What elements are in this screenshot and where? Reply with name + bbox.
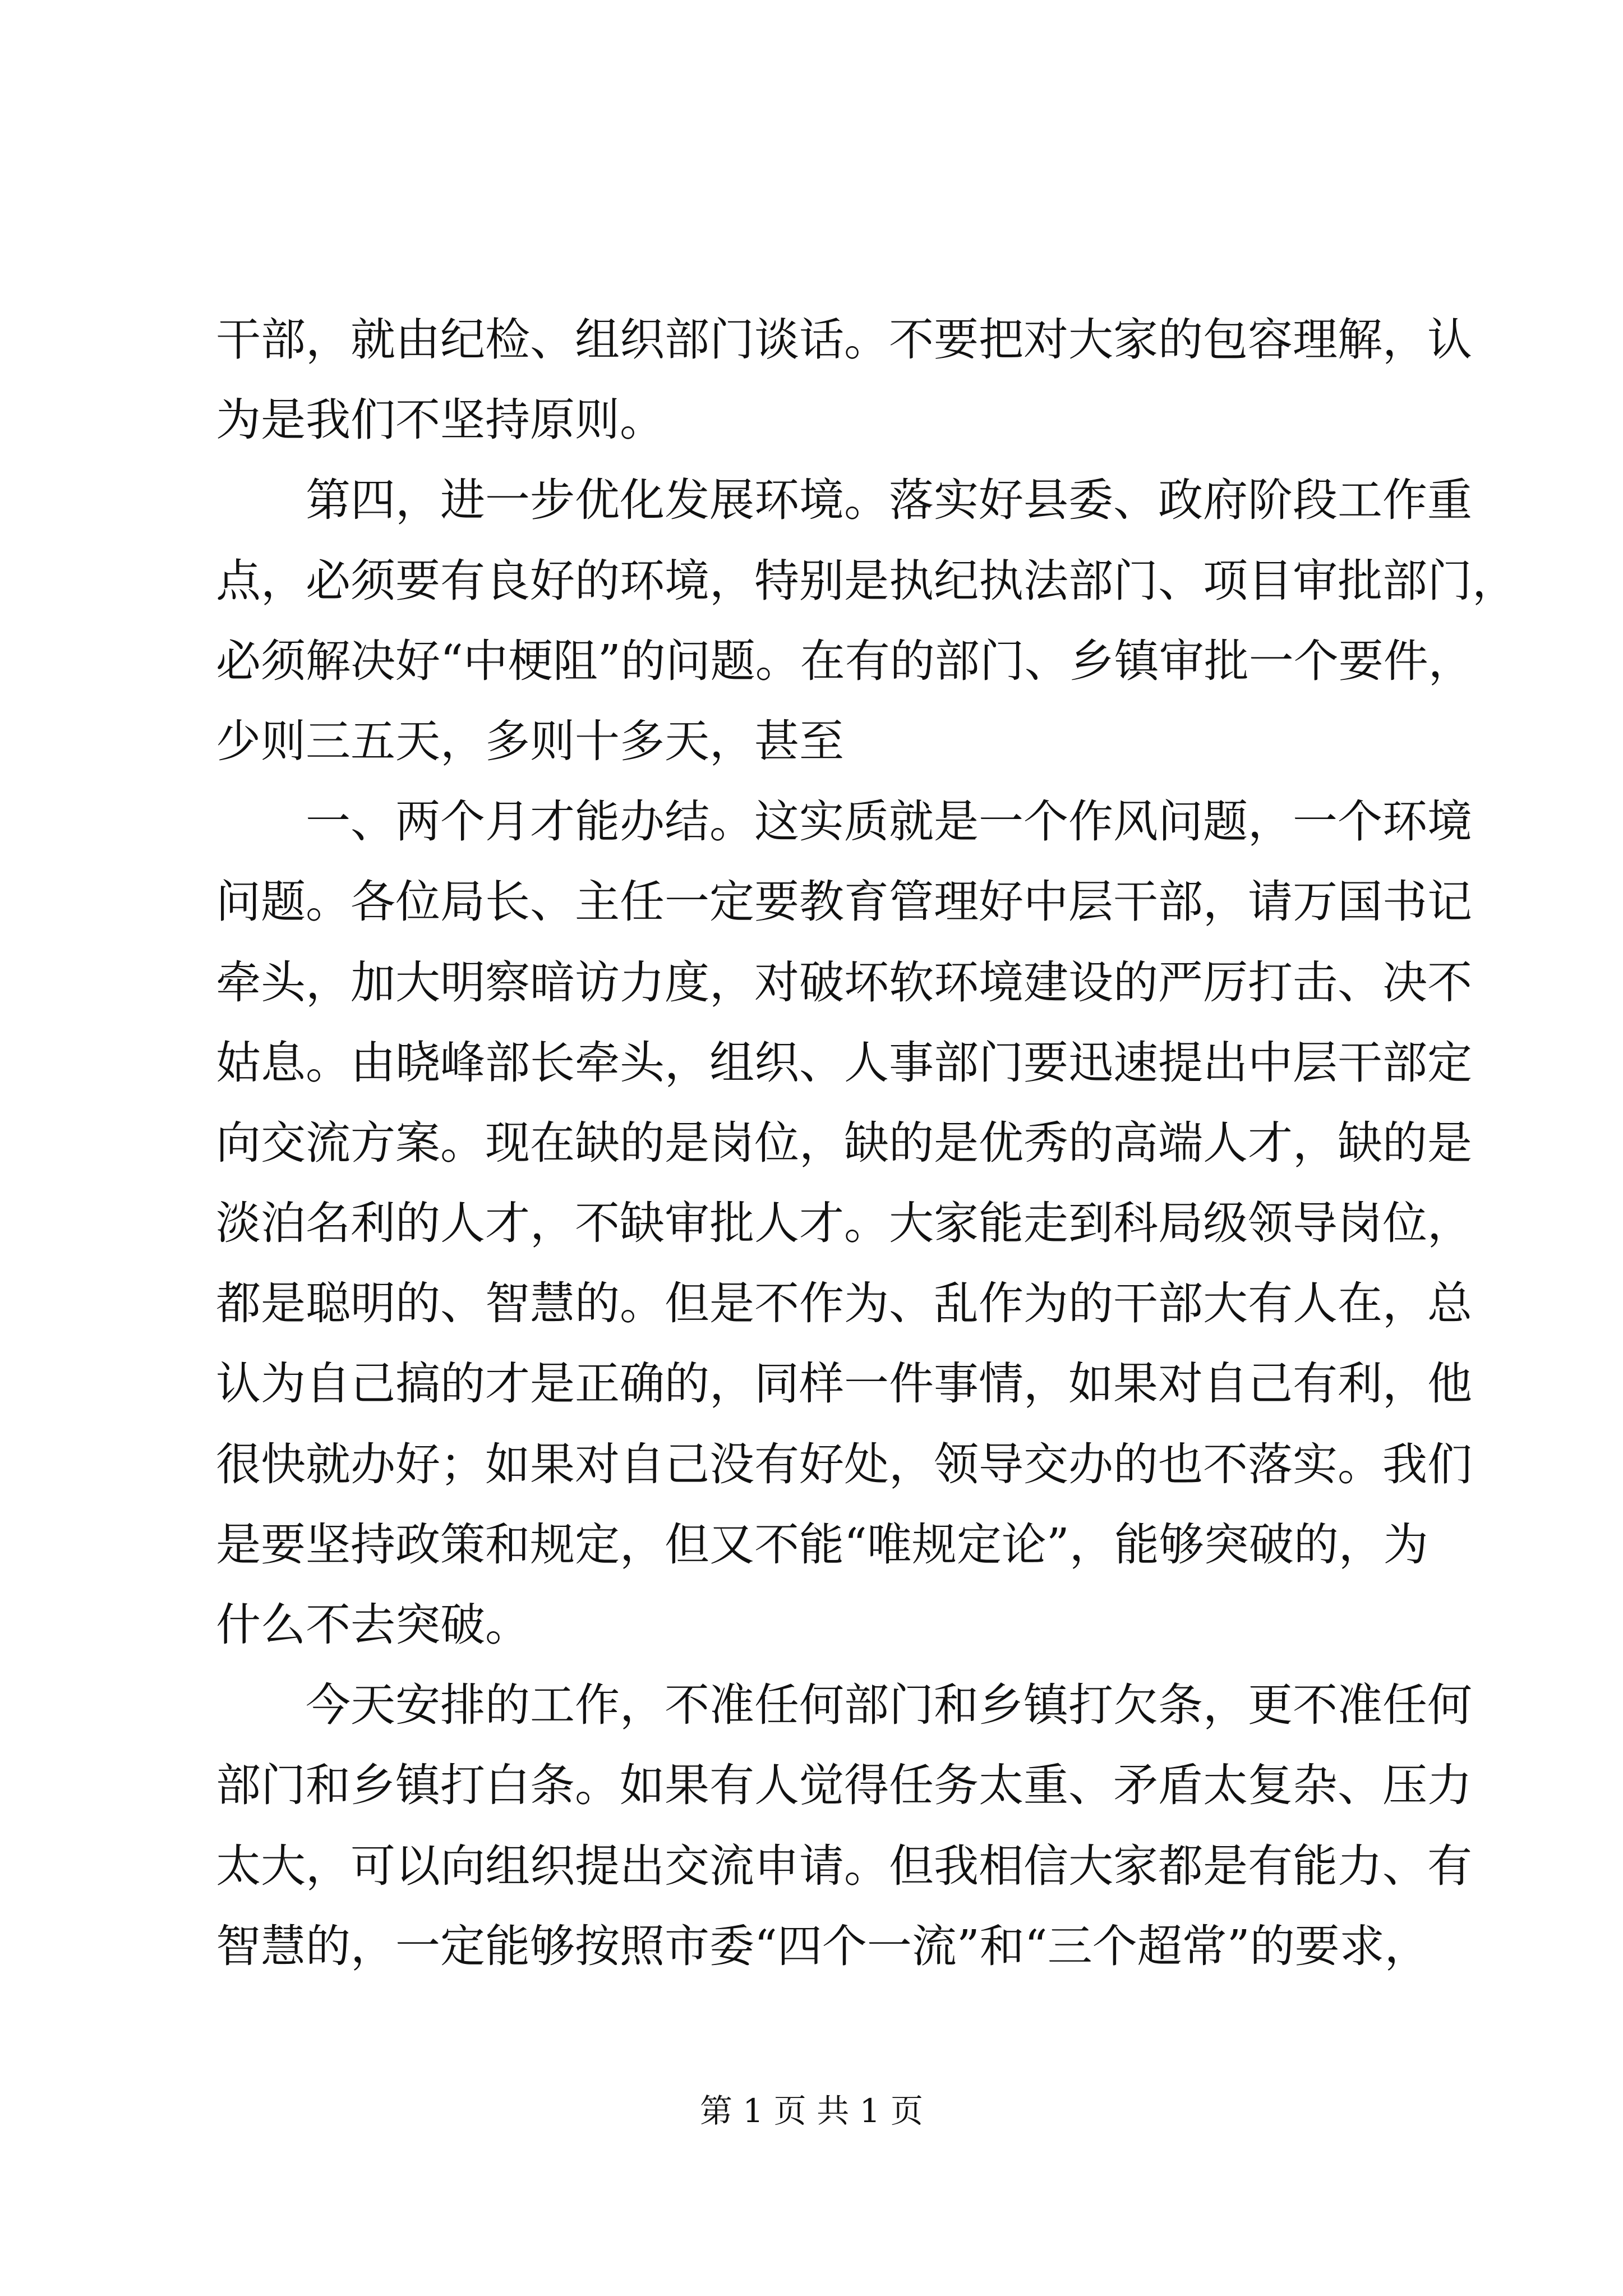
document-body — [216, 300, 1517, 1986]
text-line: 为是我们不坚持原则。 — [216, 394, 665, 447]
text-line: 问题。各位局长、主任一定要教育管理好中层干部，请万国书记 — [216, 876, 1472, 928]
text-line: 智慧的，一定能够按照市委“四个一流”和“三个超常”的要求， — [216, 1920, 1430, 1972]
text-line: 什么不去突破。 — [216, 1599, 530, 1651]
text-line: 必须解决好“中梗阻”的问题。在有的部门、乡镇审批一个要件， — [216, 634, 1473, 687]
text-line: 淡泊名利的人才，不缺审批人才。大家能走到科局级领导岗位， — [216, 1197, 1472, 1250]
paragraph-start-line: 今天安排的工作，不准任何部门和乡镇打欠条，更不准任何 — [306, 1679, 1472, 1732]
text-line: 很快就办好；如果对自己没有好处，领导交办的也不落实。我们 — [216, 1438, 1472, 1490]
text-line: 少则三五天，多则十多天，甚至 — [216, 715, 844, 767]
text-line: 认为自己搞的才是正确的，同样一件事情，如果对自己有利，他 — [216, 1358, 1472, 1410]
text-line: 牵头，加大明察暗访力度，对破坏软环境建设的严厉打击、决不 — [216, 956, 1472, 1009]
text-line: 干部，就由纪检、组织部门谈话。不要把对大家的包容理解，认 — [216, 314, 1472, 366]
text-line: 向交流方案。现在缺的是岗位，缺的是优秀的高端人才，缺的是 — [216, 1116, 1472, 1169]
page-footer — [0, 2091, 1623, 2131]
paragraph-start-line: 一、两个月才能办结。这实质就是一个作风问题，一个环境 — [306, 795, 1472, 848]
page-number-label: 第 1 页 共 1 页 — [700, 2092, 923, 2130]
text-line: 部门和乡镇打白条。如果有人觉得任务太重、矛盾太复杂、压力 — [216, 1759, 1472, 1812]
text-line: 太大，可以向组织提出交流申请。但我相信大家都是有能力、有 — [216, 1839, 1472, 1892]
text-line: 是要坚持政策和规定，但又不能“唯规定论”，能够突破的，为 — [216, 1518, 1428, 1571]
paragraph-start-line: 第四，进一步优化发展环境。落实好县委、政府阶段工作重 — [306, 474, 1472, 527]
text-line: 都是聪明的、智慧的。但是不作为、乱作为的干部大有人在，总 — [216, 1277, 1472, 1330]
text-line: 点，必须要有良好的环境，特别是执纪执法部门、项目审批部门， — [216, 554, 1517, 607]
text-line: 姑息。由晓峰部长牵头，组织、人事部门要迅速提出中层干部定 — [216, 1036, 1472, 1089]
